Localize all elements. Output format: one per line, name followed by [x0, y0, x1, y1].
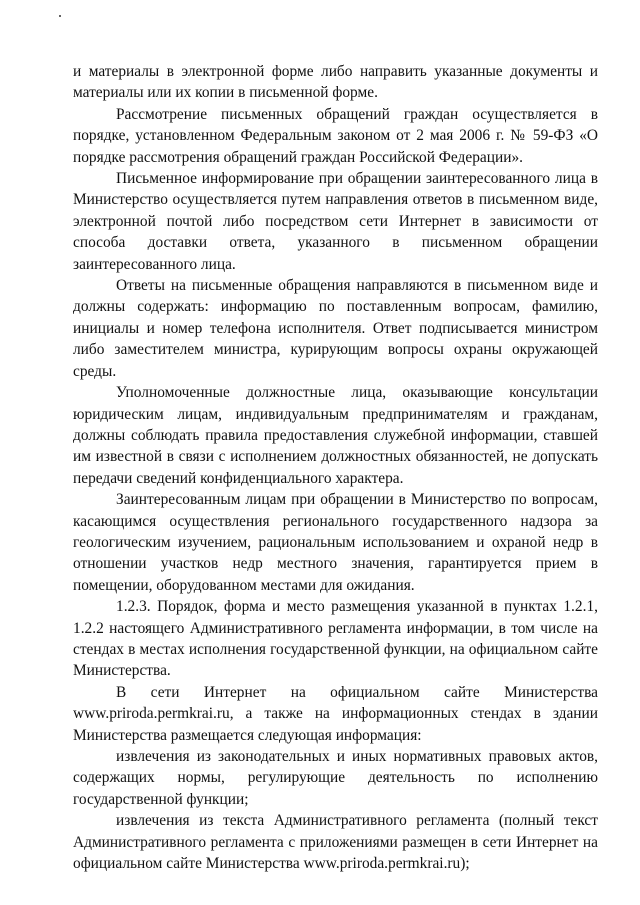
paragraph-written-informing: Письменное информирование при обращении заинтересованного лица в Министерство осуществляется путем направления ответов в письменном виде, электронной почтой либо посредством сети Интернет в зависимости от способа доставки ответа, указанного в письменном обращении заинтересованного лица.	[73, 170, 598, 273]
paragraph-written-answers: Ответы на письменные обращения направляются в письменном виде и должны содержать: информацию по поставленным вопросам, фамилию, инициалы и номер телефона исполнителя. Ответ подписывается министром либо заместителем министра, курирующим вопросы охраны окружающей среды.	[73, 277, 598, 380]
paragraph-list-item-extracts-laws: извлечения из законодательных и иных нормативных правовых актов, содержащих нормы, регулирующие деятельность по исполнению государственной функции;	[73, 748, 598, 808]
paragraph-website-info: В сети Интернет на официальном сайте Министерства www.priroda.permkrai.ru, а также на информационных стендах в здании Министерства размещается следующая информация:	[73, 683, 598, 744]
paragraph-reception: Заинтересованным лицам при обращении в Министерство по вопросам, касающимся осуществления регионального государственного надзора за геологическим изучением, рациональным использованием и охраной недр в отношении участков недр местного значения, гарантируется прием в помещении, оборудованном местами для ожидания.	[73, 491, 598, 594]
scan-speck	[59, 15, 61, 17]
paragraph-list-item-extracts-regulation: извлечения из текста Административного регламента (полный текст Административного регламента с приложениями размещен в сети Интернет на официальном сайте Министерства www.priroda.permkrai.ru);	[73, 812, 598, 873]
paragraph-authorized-officials: Уполномоченные должностные лица, оказывающие консультации юридическим лицам, индивидуальным предпринимателям и гражданам, должны соблюдать правила предоставления служебной информации, ставшей им известной в связи с исполнением должностных обязанностей, не допускать передачи сведений конфиденциального характера.	[73, 384, 598, 487]
paragraph-review-procedure: Рассмотрение письменных обращений граждан осуществляется в порядке, установленном Федеральным законом от 2 мая 2006 г. № 59-ФЗ «О порядке рассмотрения обращений граждан Российской Федерации».	[73, 105, 598, 166]
paragraph-continuation: и материалы в электронной форме либо направить указанные документы и материалы или их копии в письменной форме.	[73, 63, 598, 102]
paragraph-section-1-2-3: 1.2.3. Порядок, форма и место размещения указанной в пунктах 1.2.1, 1.2.2 настоящего Административного регламента информации, в том числе на стендах в местах исполнения государственной функции, на официальном сайте Министерства.	[73, 598, 598, 680]
document-body	[73, 61, 598, 874]
